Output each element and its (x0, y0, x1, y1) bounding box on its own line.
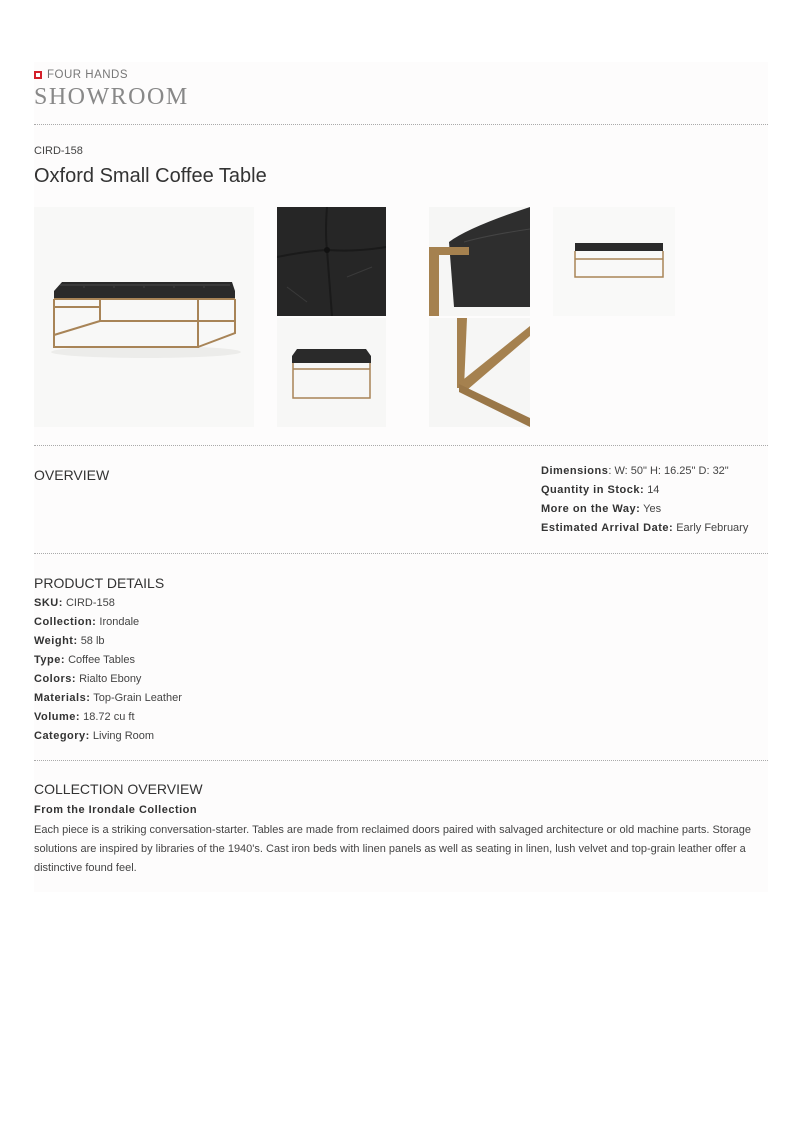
detail-value: Top-Grain Leather (93, 692, 182, 704)
dimensions-label: Dimensions (541, 465, 609, 477)
front-view-image (277, 318, 386, 427)
more-row (541, 500, 748, 519)
overview-specs (541, 462, 748, 538)
showroom-title: SHOWROOM (34, 84, 189, 110)
detail-row-weight (34, 632, 182, 651)
dimensions-row (541, 462, 748, 481)
detail-value: Rialto Ebony (79, 673, 142, 685)
collection-line: Each piece is a striking conversation-starter. Tables are made from reclaimed doors paired with salvaged architecture or old machine parts. Storage (34, 824, 751, 836)
detail-row-category (34, 727, 182, 746)
brand-name: FOUR HANDS (47, 69, 129, 81)
stock-row (541, 481, 748, 500)
detail-label: Category: (34, 730, 90, 742)
detail-label: SKU: (34, 597, 63, 609)
leather-detail-image (277, 207, 386, 316)
details-list (34, 594, 182, 746)
divider (34, 553, 768, 554)
detail-label: Colors: (34, 673, 76, 685)
brand-mark-icon (34, 71, 42, 79)
logo (34, 68, 189, 111)
leg-detail-image (429, 318, 530, 427)
details-heading: PRODUCT DETAILS (34, 575, 165, 591)
divider (34, 445, 768, 446)
stock-value: 14 (647, 484, 660, 496)
more-value: Yes (643, 503, 662, 515)
product-title: Oxford Small Coffee Table (34, 165, 267, 187)
dimensions-value: : W: 50" H: 16.25" D: 32" (608, 465, 729, 477)
detail-row-collection (34, 613, 182, 632)
divider (34, 124, 768, 125)
detail-value: 58 lb (80, 635, 105, 647)
detail-value: CIRD-158 (65, 597, 115, 609)
main-product-image (34, 207, 254, 427)
more-label: More on the Way: (541, 503, 641, 515)
detail-row-colors (34, 670, 182, 689)
stock-label: Quantity in Stock: (541, 484, 645, 496)
arrival-label: Estimated Arrival Date: (541, 522, 674, 534)
collection-line: distinctive found feel. (34, 862, 137, 874)
divider (34, 760, 768, 761)
arrival-row (541, 519, 748, 538)
detail-row-materials (34, 689, 182, 708)
corner-detail-image (429, 207, 530, 316)
arrival-value: Early February (676, 522, 749, 534)
detail-label: Materials: (34, 692, 91, 704)
detail-label: Weight: (34, 635, 78, 647)
detail-label: Volume: (34, 711, 81, 723)
collection-description (34, 821, 764, 878)
collection-subheading: From the Irondale Collection (34, 804, 198, 816)
overview-heading: OVERVIEW (34, 467, 110, 483)
detail-value: 18.72 cu ft (83, 711, 135, 723)
detail-row-type (34, 651, 182, 670)
detail-row-volume (34, 708, 182, 727)
detail-value: Coffee Tables (68, 654, 135, 666)
collection-heading: COLLECTION OVERVIEW (34, 781, 203, 797)
detail-row-sku (34, 594, 182, 613)
detail-label: Collection: (34, 616, 97, 628)
collection-line: solutions are inspired by libraries of the 1940's. Cast iron beds with linen panels as well as seating in linen, lush velvet and top-grain leather offer a (34, 843, 746, 855)
detail-value: Living Room (92, 730, 155, 742)
detail-label: Type: (34, 654, 66, 666)
side-view-image (553, 207, 675, 316)
product-sku: CIRD-158 (34, 145, 83, 157)
detail-value: Irondale (99, 616, 140, 628)
